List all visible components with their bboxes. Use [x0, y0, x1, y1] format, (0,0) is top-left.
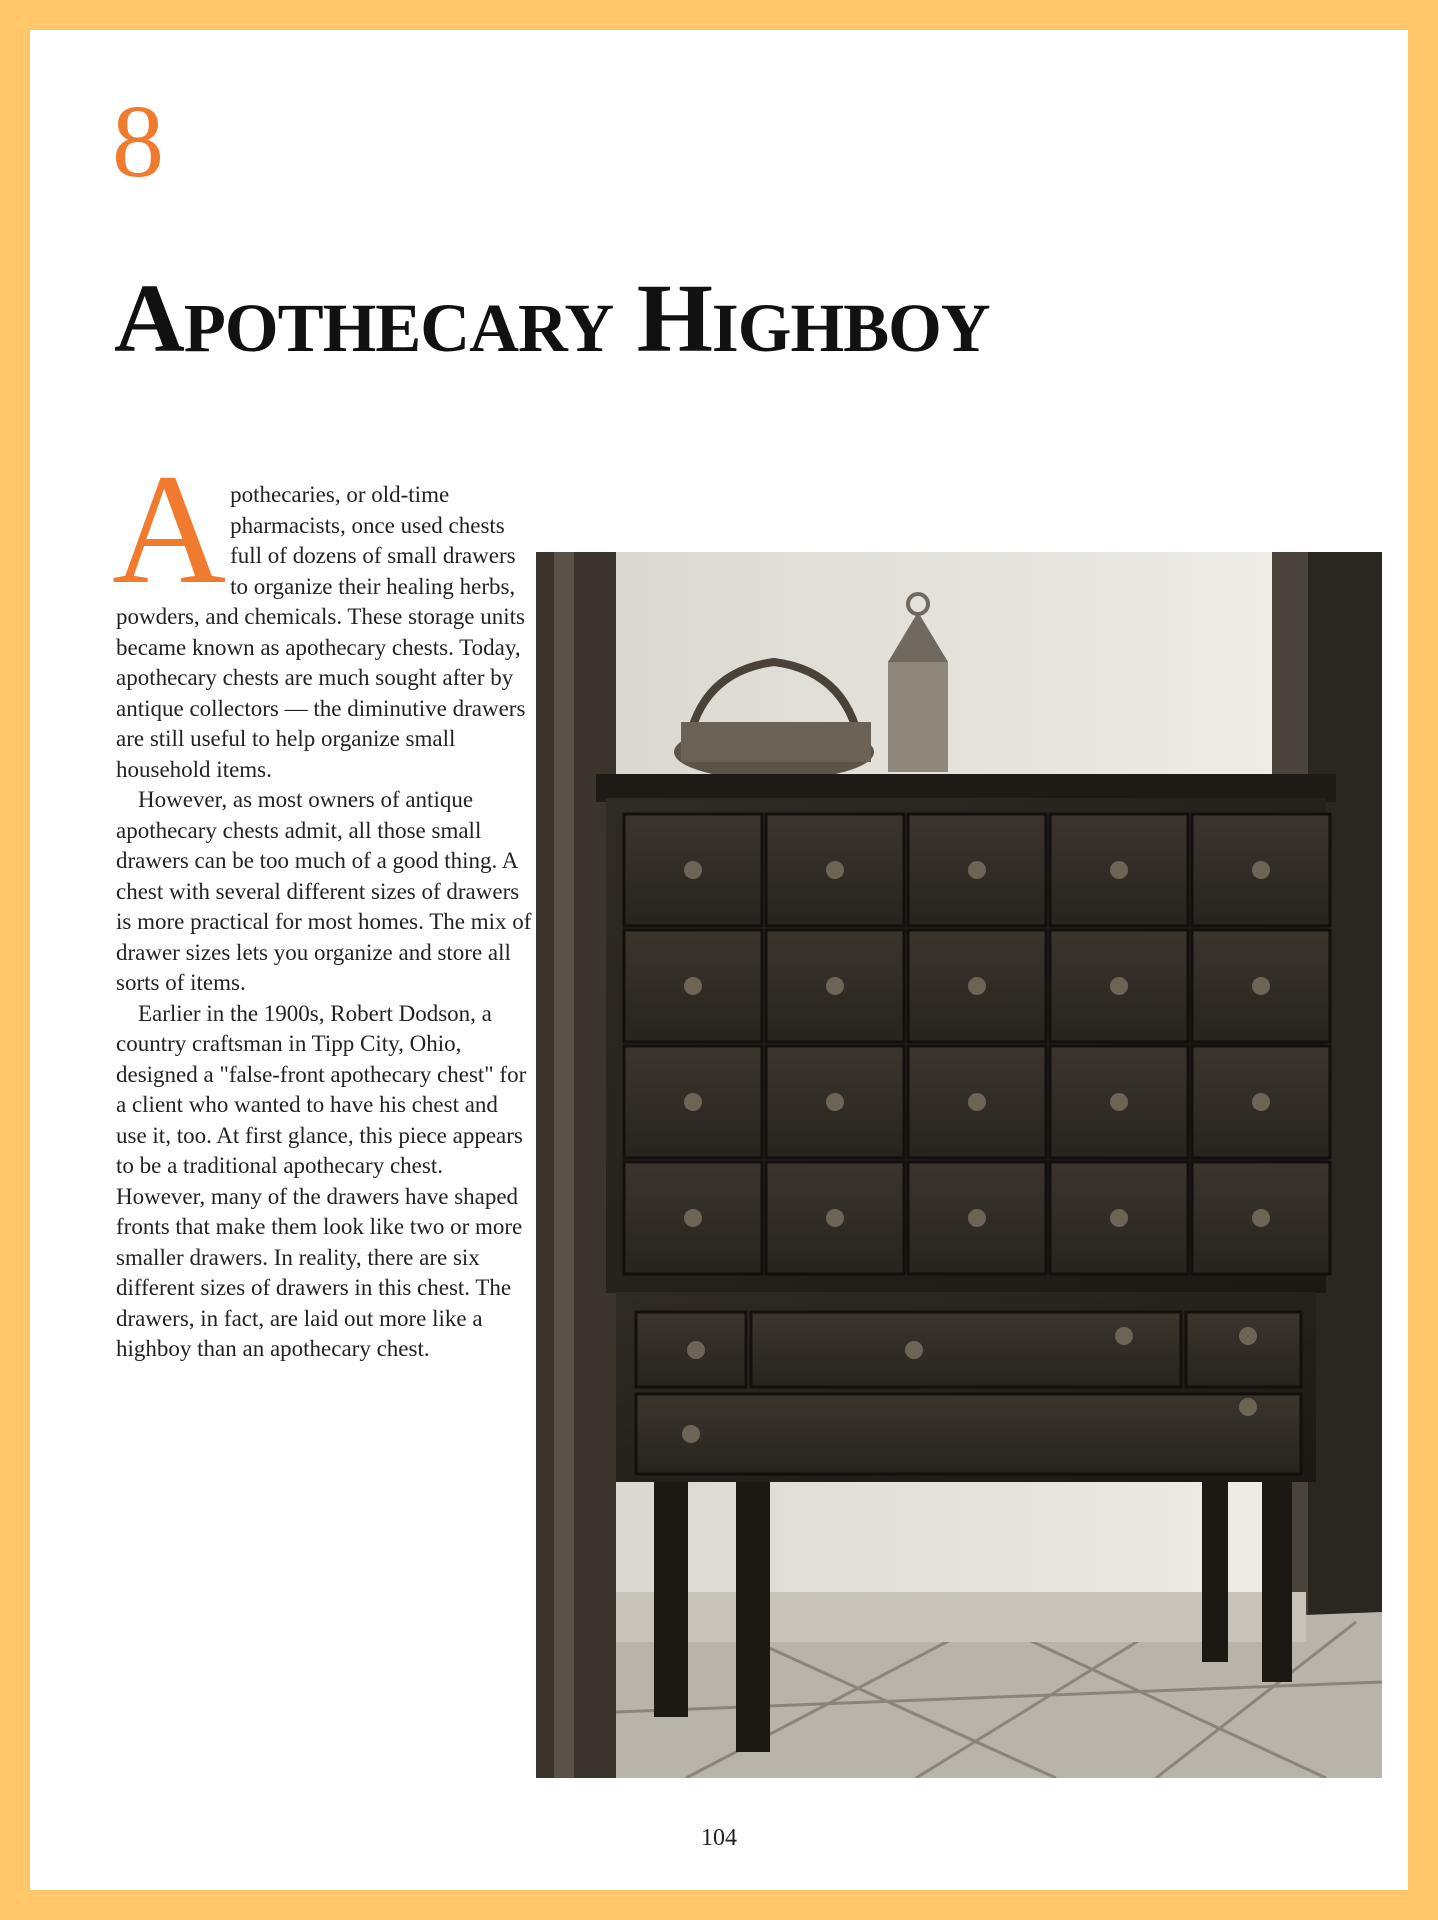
photo-drawer-knob: [1252, 977, 1270, 995]
photo-drawer-knob: [1252, 1209, 1270, 1227]
photo-drawer-knob: [826, 1209, 844, 1227]
photo-illustration: [536, 552, 1382, 1778]
photo-drawer-knob: [1110, 1093, 1128, 1111]
body-text-column: [112, 442, 534, 1365]
photo-drawer-knob: [1110, 861, 1128, 879]
lead-paragraph-text: pothecaries, or old-time pharmacists, once used chests full of dozens of small drawers to organize their healing herbs, powders, and chemicals. These storage units became known as apothecary chests. Today, apothecary chests are much sought after by antique collectors — the diminutive drawers are still useful to help organize small household items.: [116, 482, 526, 782]
paragraph-3: Earlier in the 1900s, Robert Dodson, a country craftsman in Tipp City, Ohio, designed a "false-front apothecary chest" for a client who wanted to have his chest and use it, too. At first glance, this piece appears to be a traditional apothecary chest. However, many of the drawers have shaped fronts that make them look like two or more smaller drawers. In reality, there are six different sizes of drawers in this chest. The drawers, in fact, are laid out more like a highboy than an apothecary chest.: [116, 1000, 527, 1361]
photo-drawer-knob: [826, 1093, 844, 1111]
photo-drawer-knob: [684, 1209, 702, 1227]
photo-drawer-knob: [968, 861, 986, 879]
photo-drawer-knob: [1110, 1209, 1128, 1227]
paragraph-2: However, as most owners of antique apothecary chests admit, all those small drawers can be too much of a good thing. A chest with several different sizes of drawers is more practical for most homes. The mix of drawer sizes lets you organize and store all sorts of items.: [116, 787, 532, 995]
page-number: 104: [701, 1825, 737, 1851]
photo-drawer-knob: [684, 861, 702, 879]
photo-drawer-knob: [826, 861, 844, 879]
apothecary-highboy-photo: [536, 552, 1382, 1778]
drop-cap: A: [112, 442, 227, 617]
photo-drawer-knob: [684, 1093, 702, 1111]
chapter-title: Apothecary Highboy: [114, 265, 990, 373]
book-page: [30, 30, 1408, 1890]
photo-drawer-knob: [1252, 1093, 1270, 1111]
lead-paragraph: [112, 442, 534, 785]
photo-drawer-knob: [684, 977, 702, 995]
photo-drawer-knob: [968, 977, 986, 995]
photo-drawer-knob: [1110, 977, 1128, 995]
chapter-number: 8: [112, 84, 164, 199]
photo-drawer-knob: [826, 977, 844, 995]
photo-drawer-knob: [968, 1093, 986, 1111]
photo-drawer-knob: [1252, 861, 1270, 879]
photo-drawer-knob: [968, 1209, 986, 1227]
